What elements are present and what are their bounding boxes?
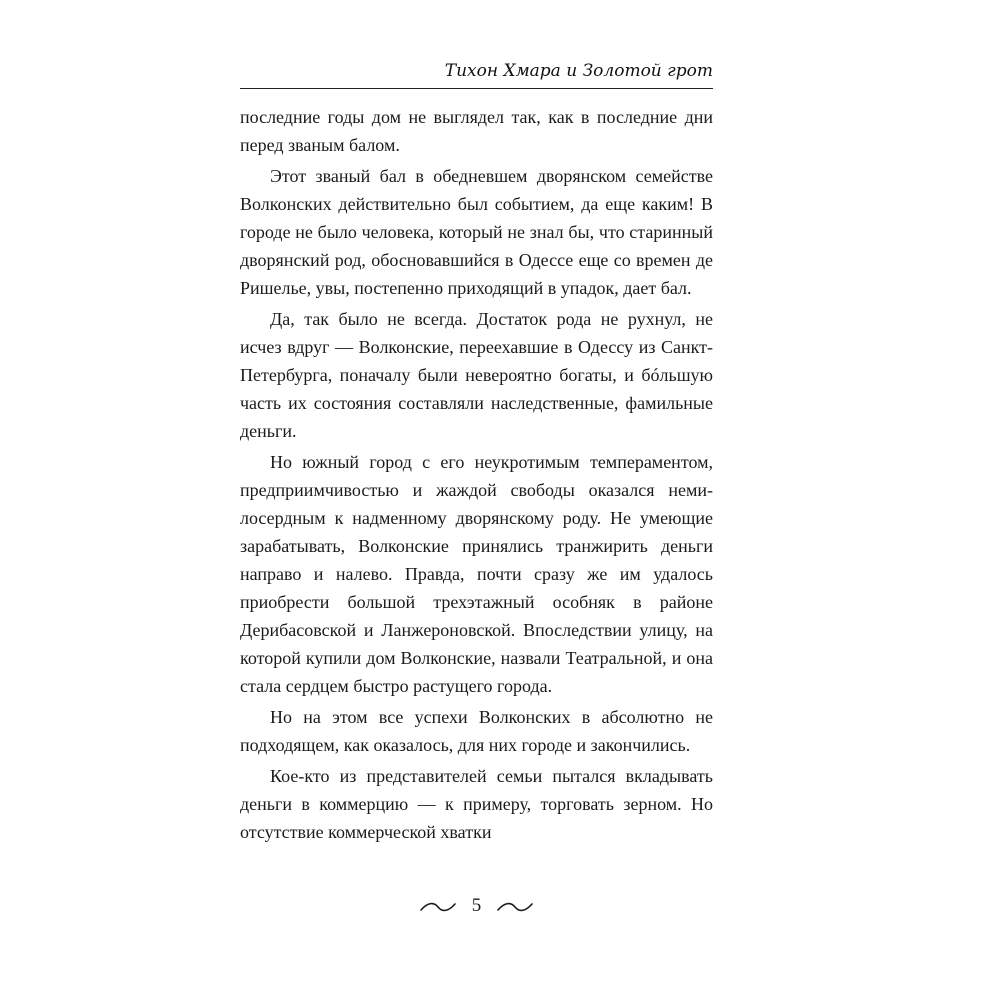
tilde-ornament-left-icon: [419, 900, 457, 914]
page-folio: [240, 893, 713, 919]
header-rule: [240, 88, 713, 89]
page-number: 5: [471, 895, 482, 916]
paragraph-3: Да, так было не всегда. Достаток рода не рухнул, не исчез вдруг — Волконские, переехавшие в Одессу из Санкт-Петербурга, поначалу были невероятно богаты, и бóльшую часть их состояния составляли наследственные, фамильные деньги.: [240, 309, 713, 441]
body-text: [240, 103, 713, 846]
paragraph-5: Но на этом все успехи Волконских в абсолютно не подходящем, как оказалось, для них городе и закончились.: [240, 707, 713, 755]
paragraph-6: Кое-кто из представителей семьи пытался вкладывать деньги в коммерцию — к примеру, торговать зерном. Но отсутствие коммерческой хватки: [240, 766, 713, 842]
running-title: Тихон Хмара и Золотой грот: [444, 61, 713, 81]
paragraph-1: последние годы дом не выглядел так, как в последние дни перед званым балом.: [240, 107, 713, 155]
tilde-ornament-right-icon: [496, 900, 534, 914]
paragraph-2: Этот званый бал в обедневшем дворянском семействе Волконских действительно был событием, да еще каким! В городе не было человека, который не знал бы, что старинный дворянский род, обосновавшийся в Одессе еще со времен де Ришелье, увы, постепенно приходящий в упадок, дает бал.: [240, 166, 713, 298]
paragraph-4: Но южный город с его неукротимым темпераментом, предприимчивостью и жаждой свободы оказался немилосердным к надменному дворянскому роду. Не умеющие зарабатывать, Волконские принялись транжирить деньги направо и налево. Правда, почти сразу же им удалось приобрести большой трехэтажный особняк в районе Дерибасовской и Ланжероновской. Впоследствии улицу, на которой купили дом Волконские, назвали Театральной, и она стала сердцем быстро растущего города.: [240, 452, 713, 696]
